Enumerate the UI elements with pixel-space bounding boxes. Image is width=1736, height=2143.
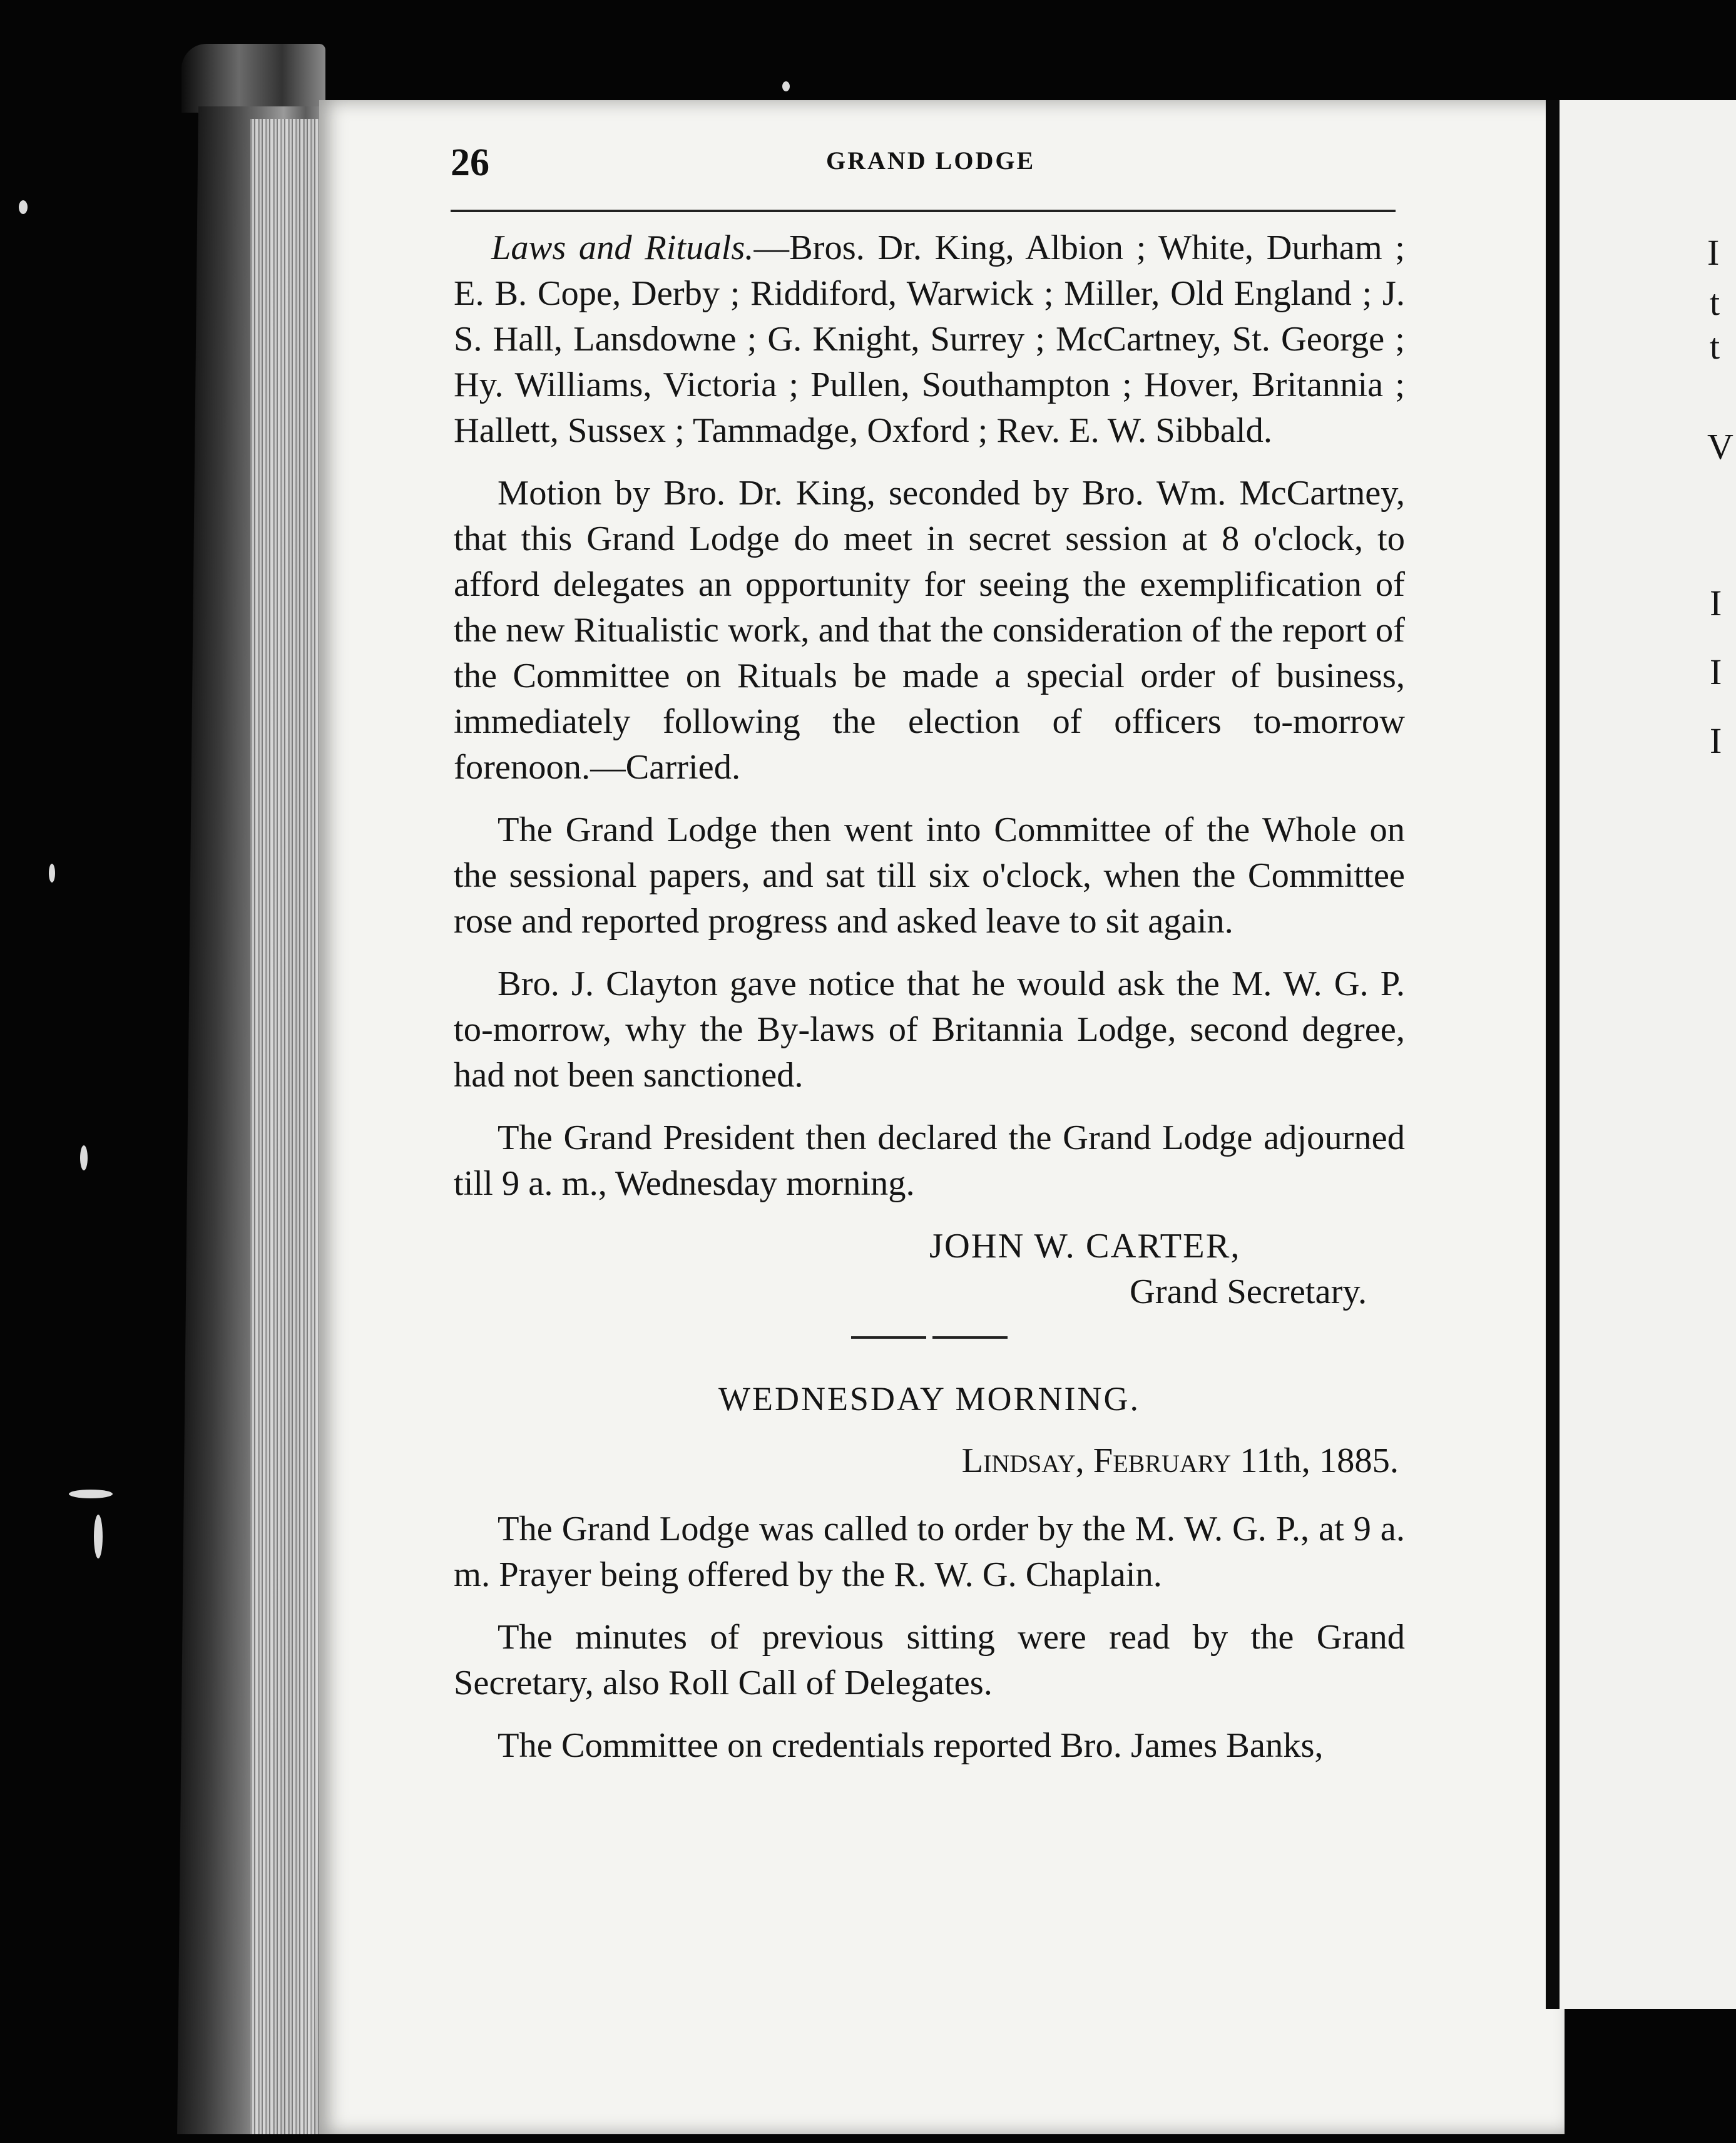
binding-top bbox=[181, 44, 325, 113]
header-rule bbox=[451, 210, 1396, 212]
section-separator bbox=[454, 1336, 1405, 1339]
facing-page-letter: I bbox=[1710, 720, 1722, 761]
adjourn-paragraph: The Grand President then declared the Grand Lodge adjourned till 9 a. m., Wednesday morning. bbox=[454, 1118, 1405, 1203]
committee-whole-paragraph: The Grand Lodge then went into Committee of the Whole on the sessional papers, and sat till six o'clock, when the Committee rose and reported progress and asked leave to sit again. bbox=[454, 811, 1405, 941]
facing-page-letter: t bbox=[1710, 282, 1720, 323]
page-body bbox=[454, 225, 1405, 1786]
notice-paragraph: Bro. J. Clayton gave notice that he would ask the M. W. G. P. to-morrow, why the By-laws of Britannia Lodge, second degree, had not been sanctioned. bbox=[454, 964, 1405, 1095]
background-speck bbox=[782, 81, 790, 91]
dateline-place: Lindsay, bbox=[961, 1441, 1085, 1480]
committee-name: Laws and Rituals. bbox=[491, 228, 754, 267]
background-speck bbox=[19, 200, 28, 214]
minutes-paragraph: The minutes of previous sitting were read by the Grand Secretary, also Roll Call of Delegates. bbox=[454, 1618, 1405, 1702]
facing-page bbox=[1546, 100, 1736, 2009]
facing-page-letter: I bbox=[1710, 583, 1722, 623]
motion-paragraph: Motion by Bro. Dr. King, seconded by Bro. Wm. McCartney, that this Grand Lodge do meet in secret session at 8 o'clock, to afford delegates an opportunity for seeing the exemplification of the new Ritualistic work, and that the consideration of the report of the Committee on Rituals be made a special order of business, immediately following the election of officers to-morrow forenoon.—Carried. bbox=[454, 474, 1405, 787]
facing-page-letter: I bbox=[1710, 652, 1722, 692]
running-head: GRAND LODGE bbox=[826, 146, 1036, 175]
call-to-order-paragraph: The Grand Lodge was called to order by the M. W. G. P., at 9 a. m. Prayer being offered by the R. W. G. Chaplain. bbox=[454, 1510, 1405, 1594]
committee-paragraph bbox=[454, 225, 1405, 454]
committee-members: —Bros. Dr. King, Albion ; White, Durham ; E. B. Cope, Derby ; Riddiford, Warwick ; Miller, Old England ; J. S. Hall, Lansdowne ; G. Knight, Surrey ; McCartney, St. George ; Hy. Williams, Victoria ; Pullen, Southampton ; Hover, Britannia ; Hallett, Sussex ; Tammadge, Oxford ; Rev. E. W. Sibbald. bbox=[454, 228, 1405, 450]
page-number: 26 bbox=[451, 141, 489, 184]
background-speck bbox=[80, 1145, 88, 1170]
section-heading: WEDNESDAY MORNING. bbox=[718, 1380, 1140, 1418]
page-edges bbox=[250, 119, 325, 2134]
background-speck bbox=[49, 864, 55, 882]
dateline bbox=[454, 1438, 1405, 1484]
background-speck bbox=[94, 1515, 103, 1558]
facing-page-letter: t bbox=[1710, 326, 1720, 367]
signature-title: Grand Secretary. bbox=[1130, 1272, 1367, 1311]
facing-page-letter: V bbox=[1707, 426, 1733, 467]
signature-name: JOHN W. CARTER, bbox=[929, 1227, 1241, 1266]
facing-page-letter: I bbox=[1707, 232, 1720, 273]
signature-block bbox=[454, 1224, 1405, 1315]
background-speck bbox=[69, 1490, 113, 1498]
credentials-paragraph: The Committee on credentials reported Bro. James Banks, bbox=[498, 1726, 1324, 1765]
page-header bbox=[451, 141, 1402, 191]
dateline-month: February bbox=[1093, 1441, 1232, 1480]
dateline-rest: 11th, 1885. bbox=[1240, 1441, 1399, 1480]
